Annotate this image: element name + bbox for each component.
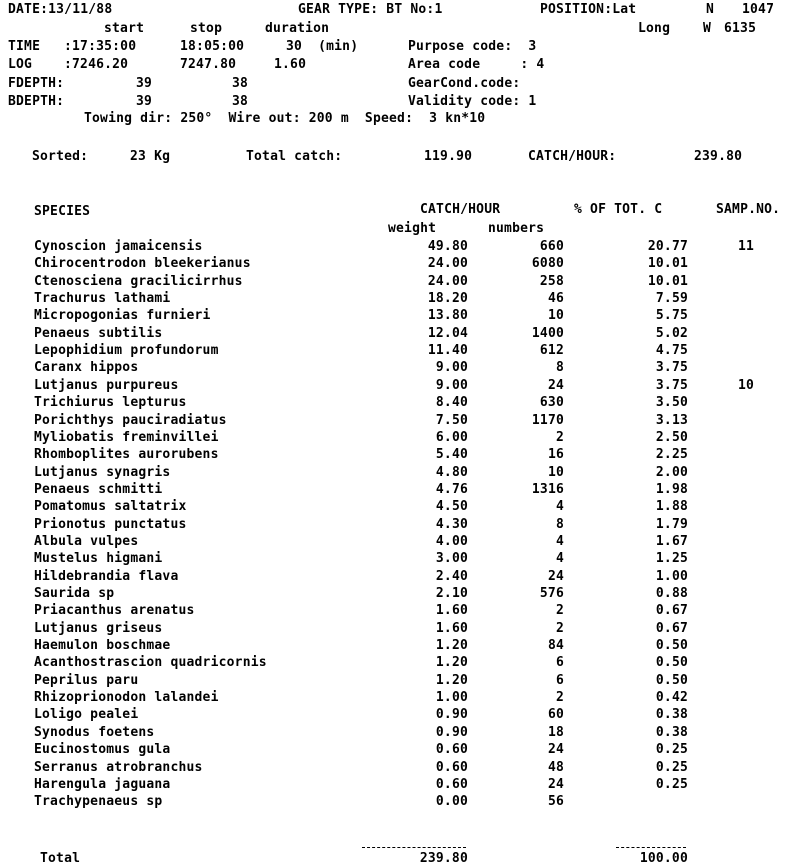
col-stop-header: stop — [190, 21, 223, 36]
fdepth-start: 39 — [136, 76, 153, 91]
towing-info: Towing dir: 250° Wire out: 200 m Speed: 3 kn*10 — [84, 111, 486, 126]
numbers-value: 6 — [555, 673, 564, 688]
numbers-value: 8 — [555, 517, 564, 532]
weight-value: 5.40 — [435, 447, 468, 462]
log-duration: 1.60 — [274, 57, 307, 72]
weight-value: 1.00 — [435, 690, 468, 705]
species-name: Penaeus schmitti — [34, 482, 163, 497]
weight-value: 24.00 — [427, 274, 468, 289]
species-name: Trachurus lathami — [34, 291, 171, 306]
species-name: Lutjanus synagris — [34, 465, 171, 480]
total-percent: 100.00 — [639, 851, 688, 866]
percent-value: 1.79 — [655, 517, 688, 532]
weight-value: 4.00 — [435, 534, 468, 549]
numbers-value: 2 — [555, 690, 564, 705]
numbers-value: 1400 — [531, 326, 564, 341]
percent-value: 3.50 — [655, 395, 688, 410]
gear-type: GEAR TYPE: BT No:1 — [298, 2, 443, 17]
weight-value: 11.40 — [427, 343, 468, 358]
position-label: POSITION:Lat — [540, 2, 637, 17]
percent-value: 10.01 — [647, 256, 688, 271]
weight-value: 13.80 — [427, 308, 468, 323]
weight-value: 1.20 — [435, 673, 468, 688]
percent-value: 10.01 — [647, 274, 688, 289]
col-start-header: start — [104, 21, 145, 36]
species-header: SPECIES — [34, 204, 91, 219]
weight-header: weight — [388, 221, 437, 236]
weight-value: 1.20 — [435, 655, 468, 670]
sample-number-header: SAMP.NO. — [716, 202, 781, 217]
species-name: Penaeus subtilis — [34, 326, 163, 341]
numbers-value: 1170 — [531, 413, 564, 428]
weight-value: 0.90 — [435, 725, 468, 740]
percent-total-rule — [616, 847, 686, 848]
purpose-code: Purpose code: 3 — [408, 39, 537, 54]
percent-value: 1.00 — [655, 569, 688, 584]
catch-per-hour-value: 239.80 — [694, 149, 743, 164]
percent-value: 1.98 — [655, 482, 688, 497]
numbers-value: 24 — [547, 777, 564, 792]
percent-value: 2.25 — [655, 447, 688, 462]
weight-value: 9.00 — [435, 360, 468, 375]
species-name: Ctenosciena gracilicirrhus — [34, 274, 243, 289]
percent-value: 0.67 — [655, 621, 688, 636]
numbers-value: 24 — [547, 742, 564, 757]
species-name: Priacanthus arenatus — [34, 603, 195, 618]
numbers-value: 46 — [547, 291, 564, 306]
percent-value: 1.88 — [655, 499, 688, 514]
species-name: Albula vulpes — [34, 534, 139, 549]
weight-value: 8.40 — [435, 395, 468, 410]
weight-total-rule — [362, 847, 466, 848]
numbers-value: 56 — [547, 794, 564, 809]
total-catch-label: Total catch: — [246, 149, 343, 164]
weight-value: 9.00 — [435, 378, 468, 393]
percent-value: 0.38 — [655, 707, 688, 722]
total-weight: 239.80 — [419, 851, 468, 866]
species-name: Myliobatis freminvillei — [34, 430, 219, 445]
species-name: Lutjanus griseus — [34, 621, 163, 636]
weight-value: 4.80 — [435, 465, 468, 480]
percent-value: 3.75 — [655, 360, 688, 375]
numbers-value: 84 — [547, 638, 564, 653]
sorted-value: 23 Kg — [130, 149, 171, 164]
percent-value: 0.25 — [655, 742, 688, 757]
weight-value: 2.40 — [435, 569, 468, 584]
species-name: Harengula jaguana — [34, 777, 171, 792]
species-name: Porichthys pauciradiatus — [34, 413, 227, 428]
weight-value: 24.00 — [427, 256, 468, 271]
date-label: DATE:13/11/88 — [8, 2, 113, 17]
numbers-header: numbers — [488, 221, 545, 236]
numbers-value: 2 — [555, 430, 564, 445]
numbers-value: 24 — [547, 378, 564, 393]
numbers-value: 4 — [555, 499, 564, 514]
percent-value: 3.75 — [655, 378, 688, 393]
weight-value: 2.10 — [435, 586, 468, 601]
species-name: Lutjanus purpureus — [34, 378, 179, 393]
species-name: Chirocentrodon bleekerianus — [34, 256, 251, 271]
species-name: Cynoscion jamaicensis — [34, 239, 203, 254]
species-name: Mustelus higmani — [34, 551, 163, 566]
percent-value: 0.50 — [655, 673, 688, 688]
species-name: Peprilus paru — [34, 673, 139, 688]
percent-total-header: % OF TOT. C — [574, 202, 663, 217]
species-name: Loligo pealei — [34, 707, 139, 722]
log-start: :7246.20 — [64, 57, 129, 72]
total-catch-value: 119.90 — [424, 149, 473, 164]
species-name: Saurida sp — [34, 586, 115, 601]
time-label: TIME — [8, 39, 41, 54]
log-stop: 7247.80 — [180, 57, 237, 72]
weight-value: 0.60 — [435, 742, 468, 757]
weight-value: 4.30 — [435, 517, 468, 532]
percent-value: 0.88 — [655, 586, 688, 601]
numbers-value: 18 — [547, 725, 564, 740]
species-name: Hildebrandia flava — [34, 569, 179, 584]
numbers-value: 1316 — [531, 482, 564, 497]
numbers-value: 660 — [539, 239, 564, 254]
species-name: Synodus foetens — [34, 725, 155, 740]
validity-code: Validity code: 1 — [408, 94, 537, 109]
percent-value: 1.25 — [655, 551, 688, 566]
weight-value: 0.60 — [435, 777, 468, 792]
numbers-value: 576 — [539, 586, 564, 601]
long-value: 6135 — [724, 21, 757, 36]
lat-value: 1047 — [742, 2, 775, 17]
percent-value: 5.02 — [655, 326, 688, 341]
numbers-value: 48 — [547, 760, 564, 775]
percent-value: 2.50 — [655, 430, 688, 445]
time-duration: 30 (min) — [286, 39, 359, 54]
numbers-value: 10 — [547, 465, 564, 480]
fdepth-stop: 38 — [232, 76, 249, 91]
weight-value: 7.50 — [435, 413, 468, 428]
species-name: Pomatomus saltatrix — [34, 499, 187, 514]
log-label: LOG — [8, 57, 33, 72]
numbers-value: 258 — [539, 274, 564, 289]
species-name: Caranx hippos — [34, 360, 139, 375]
catch-per-hour-label: CATCH/HOUR: — [528, 149, 617, 164]
weight-value: 0.90 — [435, 707, 468, 722]
bdepth-label: BDEPTH: — [8, 94, 65, 109]
weight-value: 6.00 — [435, 430, 468, 445]
species-name: Micropogonias furnieri — [34, 308, 211, 323]
weight-value: 49.80 — [427, 239, 468, 254]
percent-value: 0.25 — [655, 760, 688, 775]
species-name: Eucinostomus gula — [34, 742, 171, 757]
percent-value: 0.38 — [655, 725, 688, 740]
gearcond-code: GearCond.code: — [408, 76, 521, 91]
percent-value: 7.59 — [655, 291, 688, 306]
long-label: Long — [638, 21, 671, 36]
percent-value: 0.42 — [655, 690, 688, 705]
percent-value: 0.50 — [655, 655, 688, 670]
time-stop: 18:05:00 — [180, 39, 245, 54]
col-duration-header: duration — [265, 21, 330, 36]
numbers-value: 4 — [555, 551, 564, 566]
percent-value: 5.75 — [655, 308, 688, 323]
percent-value: 20.77 — [647, 239, 688, 254]
long-hemisphere: W — [703, 21, 712, 36]
species-name: Rhizoprionodon lalandei — [34, 690, 219, 705]
bdepth-stop: 38 — [232, 94, 249, 109]
fdepth-label: FDEPTH: — [8, 76, 65, 91]
weight-value: 4.76 — [435, 482, 468, 497]
weight-value: 3.00 — [435, 551, 468, 566]
percent-value: 0.67 — [655, 603, 688, 618]
numbers-value: 6 — [555, 655, 564, 670]
numbers-value: 2 — [555, 603, 564, 618]
catch-per-hour-header: CATCH/HOUR — [420, 202, 501, 217]
species-name: Lepophidium profundorum — [34, 343, 219, 358]
sorted-label: Sorted: — [32, 149, 89, 164]
numbers-value: 16 — [547, 447, 564, 462]
numbers-value: 2 — [555, 621, 564, 636]
numbers-value: 6080 — [531, 256, 564, 271]
species-name: Trichiurus lepturus — [34, 395, 187, 410]
percent-value: 2.00 — [655, 465, 688, 480]
numbers-value: 8 — [555, 360, 564, 375]
percent-value: 0.50 — [655, 638, 688, 653]
weight-value: 1.60 — [435, 603, 468, 618]
numbers-value: 10 — [547, 308, 564, 323]
numbers-value: 60 — [547, 707, 564, 722]
weight-value: 0.60 — [435, 760, 468, 775]
species-name: Trachypenaeus sp — [34, 794, 163, 809]
species-name: Serranus atrobranchus — [34, 760, 203, 775]
percent-value: 1.67 — [655, 534, 688, 549]
numbers-value: 24 — [547, 569, 564, 584]
total-label: Total — [40, 851, 81, 866]
species-name: Rhomboplites aurorubens — [34, 447, 219, 462]
percent-value: 3.13 — [655, 413, 688, 428]
weight-value: 12.04 — [427, 326, 468, 341]
weight-value: 4.50 — [435, 499, 468, 514]
weight-value: 1.60 — [435, 621, 468, 636]
numbers-value: 4 — [555, 534, 564, 549]
percent-value: 0.25 — [655, 777, 688, 792]
sample-number: 11 — [737, 239, 755, 254]
weight-value: 1.20 — [435, 638, 468, 653]
numbers-value: 630 — [539, 395, 564, 410]
sample-number: 10 — [737, 378, 755, 393]
time-start: :17:35:00 — [64, 39, 137, 54]
species-name: Acanthostrascion quadricornis — [34, 655, 267, 670]
weight-value: 0.00 — [435, 794, 468, 809]
weight-value: 18.20 — [427, 291, 468, 306]
bdepth-start: 39 — [136, 94, 153, 109]
area-code: Area code : 4 — [408, 57, 545, 72]
species-name: Prionotus punctatus — [34, 517, 187, 532]
species-name: Haemulon boschmae — [34, 638, 171, 653]
lat-hemisphere: N — [706, 2, 715, 17]
numbers-value: 612 — [539, 343, 564, 358]
percent-value: 4.75 — [655, 343, 688, 358]
